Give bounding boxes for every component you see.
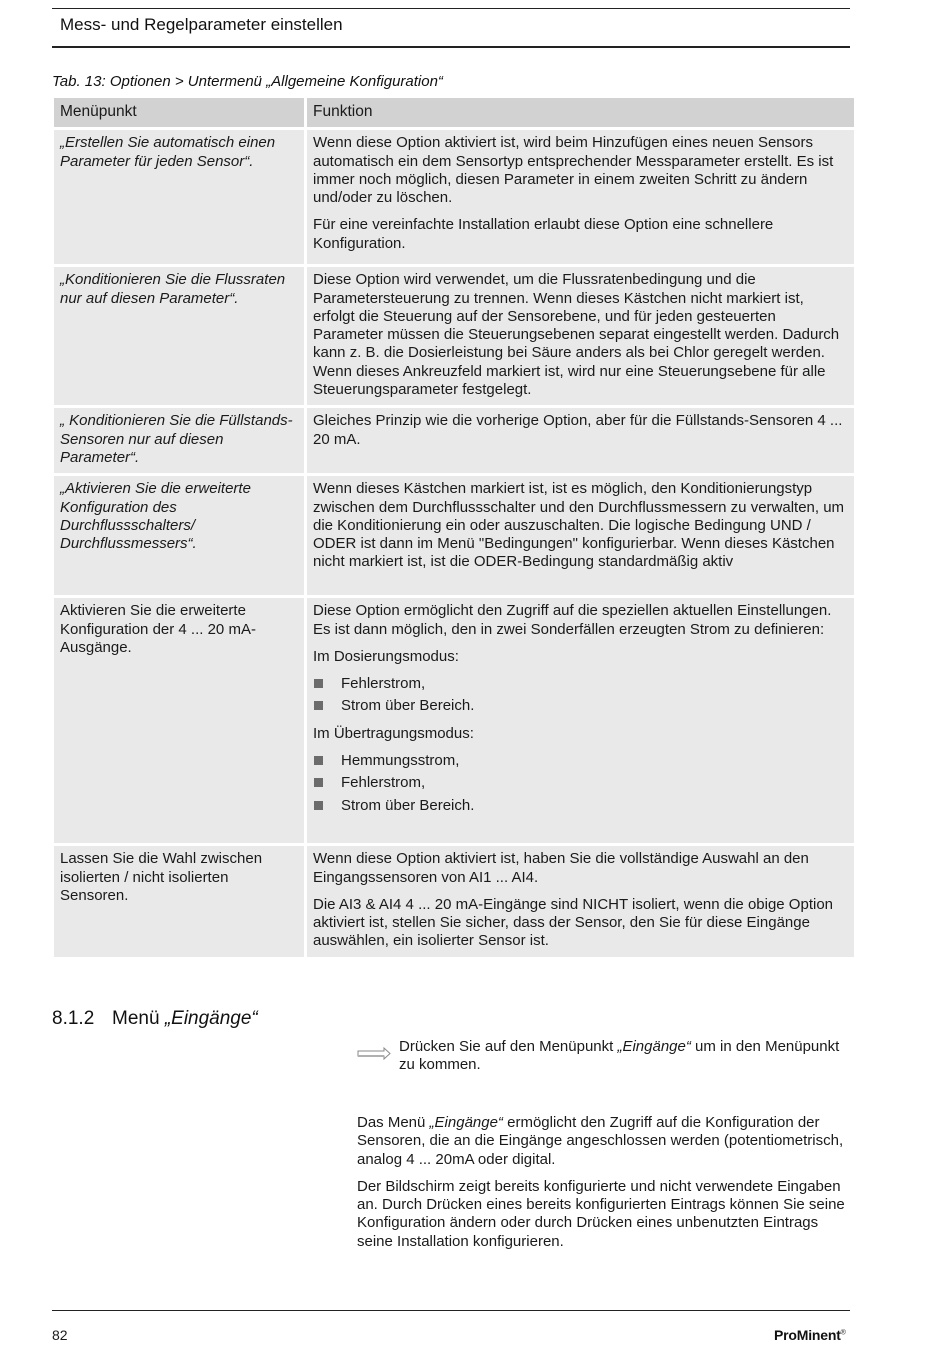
function-cell xyxy=(307,846,854,956)
mode-label-transfer: Im Übertragungsmodus: xyxy=(313,724,474,742)
body-paragraph: Das Menü „Eingänge“ ermöglicht den Zugriff auf die Konfiguration der Sensoren, die an die Eingänge angeschlossen werden (potentiometrisch, analog 4 ... 20mA oder digital. xyxy=(357,1114,844,1168)
column-header-function: Funktion xyxy=(307,98,854,127)
list-item: Fehlerstrom, xyxy=(313,675,848,693)
menu-cell: „Erstellen Sie automatisch einen Parameter für jeden Sensor“. xyxy=(54,130,304,264)
table-row xyxy=(54,598,854,843)
table-header-row xyxy=(54,98,854,127)
header-bottom-rule xyxy=(52,46,850,48)
table-row xyxy=(54,408,854,473)
list-item: Strom über Bereich. xyxy=(313,697,848,715)
function-paragraph: Die AI3 & AI4 4 ... 20 mA-Eingänge sind NICHT isoliert, wenn die obige Option aktiviert ist, stellen Sie sicher, dass der Sensor, den Sie für diese Eingänge auswählen, ein isolierter Sensor ist. xyxy=(313,895,834,950)
body-paragraph: Der Bildschirm zeigt bereits konfigurierte und nicht verwendete Eingaben an. Durch Drücken eines bereits konfigurierten Eintrags können Sie seine Konfiguration ändern oder durch Drücken eines unbenutzten Eintrags seine Installation konfigurieren. xyxy=(357,1177,845,1250)
section-body xyxy=(357,1114,849,1260)
square-bullet-icon xyxy=(314,679,323,688)
square-bullet-icon xyxy=(314,778,323,787)
section-heading xyxy=(52,1008,258,1030)
function-cell xyxy=(307,130,854,264)
arrow-right-icon xyxy=(357,1046,391,1060)
function-paragraph: Wenn diese Option aktiviert ist, wird beim Hinzufügen eines neuen Sensors automatisch ein dem Sensortyp entsprechender Messparameter erstellt. Es ist immer noch möglich, diesen Parameter in einem zweiten Schritt zu ändern und/oder zu löschen. xyxy=(313,134,834,207)
section-number: 8.1.2 xyxy=(52,1008,95,1029)
menu-cell: Aktivieren Sie die erweiterte Konfiguration der 4 ... 20 mA-Ausgänge. xyxy=(54,598,304,843)
bullet-list-transfer xyxy=(313,752,848,815)
menu-cell: Lassen Sie die Wahl zwischen isolierten / nicht isolierten Sensoren. xyxy=(54,846,304,956)
table-caption: Tab. 13: Optionen > Untermenü „Allgemeine Konfiguration“ xyxy=(52,73,443,90)
function-paragraph: Gleiches Prinzip wie die vorherige Option, aber für die Füllstands-Sensoren 4 ... 20 mA. xyxy=(313,412,843,448)
function-cell xyxy=(307,598,854,843)
table-row xyxy=(54,267,854,405)
menu-cell: „Aktivieren Sie die erweiterte Konfiguration des Durchflussschalters/ Durchflussmessers“. xyxy=(54,476,304,595)
function-cell xyxy=(307,267,854,405)
running-header-title: Mess- und Regelparameter einstellen xyxy=(60,15,343,34)
prominent-logo: ProMinent® xyxy=(774,1327,846,1343)
mode-label-dosing: Im Dosierungsmodus: xyxy=(313,647,459,665)
function-paragraph: Diese Option ermöglicht den Zugriff auf die speziellen aktuellen Einstellungen. Es ist dann möglich, den in zwei Sonderfällen erzeugten Strom zu definieren: xyxy=(313,602,832,638)
square-bullet-icon xyxy=(314,701,323,710)
instruction-menu-name: „Eingänge“ xyxy=(617,1038,691,1055)
list-item: Hemmungsstrom, xyxy=(313,752,848,770)
function-paragraph: Diese Option wird verwendet, um die Flussratenbedingung und die Parametersteuerung zu trennen. Wenn dieses Kästchen nicht markiert ist, erfolgt die Steuerung auf der Sensorebene, und für jeden gesteuerten Parameter müssen die Steuerungsebenen separat eingestellt werden. Dadurch kann z. B. die Dosierleistung bei Säure anders als bei Chlor geregelt werden. Wenn dieses Ankreuzfeld markiert ist, wird nur eine Steuerungsebene für alle Steuerungsparameter festgelegt. xyxy=(313,271,840,399)
column-header-menu: Menüpunkt xyxy=(54,98,304,127)
footer-rule xyxy=(52,1310,850,1311)
menu-cell: „ Konditionieren Sie die Füllstands-Sensoren nur auf diesen Parameter“. xyxy=(54,408,304,473)
header-top-rule xyxy=(52,8,850,9)
function-paragraph: Für eine vereinfachte Installation erlaubt diese Option eine schnellere Konfiguration. xyxy=(313,216,774,252)
function-cell xyxy=(307,408,854,473)
table-row xyxy=(54,846,854,956)
square-bullet-icon xyxy=(314,801,323,810)
square-bullet-icon xyxy=(314,756,323,765)
table-row xyxy=(54,476,854,595)
function-paragraph: Wenn diese Option aktiviert ist, haben Sie die vollständige Auswahl an den Eingangssensoren von AI1 ... AI4. xyxy=(313,850,809,886)
section-title-prefix: Menü xyxy=(112,1008,165,1029)
list-item: Strom über Bereich. xyxy=(313,797,848,815)
page-number: 82 xyxy=(52,1327,68,1343)
instruction-text: Drücken Sie auf den Menüpunkt „Eingänge“ um in den Menüpunkt zu kommen. xyxy=(399,1038,840,1074)
menu-cell: „Konditionieren Sie die Flussraten nur auf diesen Parameter“. xyxy=(54,267,304,405)
function-paragraph: Wenn dieses Kästchen markiert ist, ist es möglich, den Konditionierungstyp zwischen dem Durchflussschalter und den Durchflussmessern zu verwalten, um die Konditionierung ein oder auszuschalten. Die logische Bedingung UND / ODER ist dann im Menü "Bedingungen" konfigurierbar. Wenn dieses Kästchen nicht markiert ist, ist die ODER-Bedingung standardmäßig aktiv xyxy=(313,480,845,571)
section-title-emphasis: „Eingänge“ xyxy=(164,1008,258,1029)
function-cell xyxy=(307,476,854,595)
bullet-list-dosing xyxy=(313,675,848,716)
list-item: Fehlerstrom, xyxy=(313,774,848,792)
options-table xyxy=(51,95,857,960)
table-row xyxy=(54,130,854,264)
